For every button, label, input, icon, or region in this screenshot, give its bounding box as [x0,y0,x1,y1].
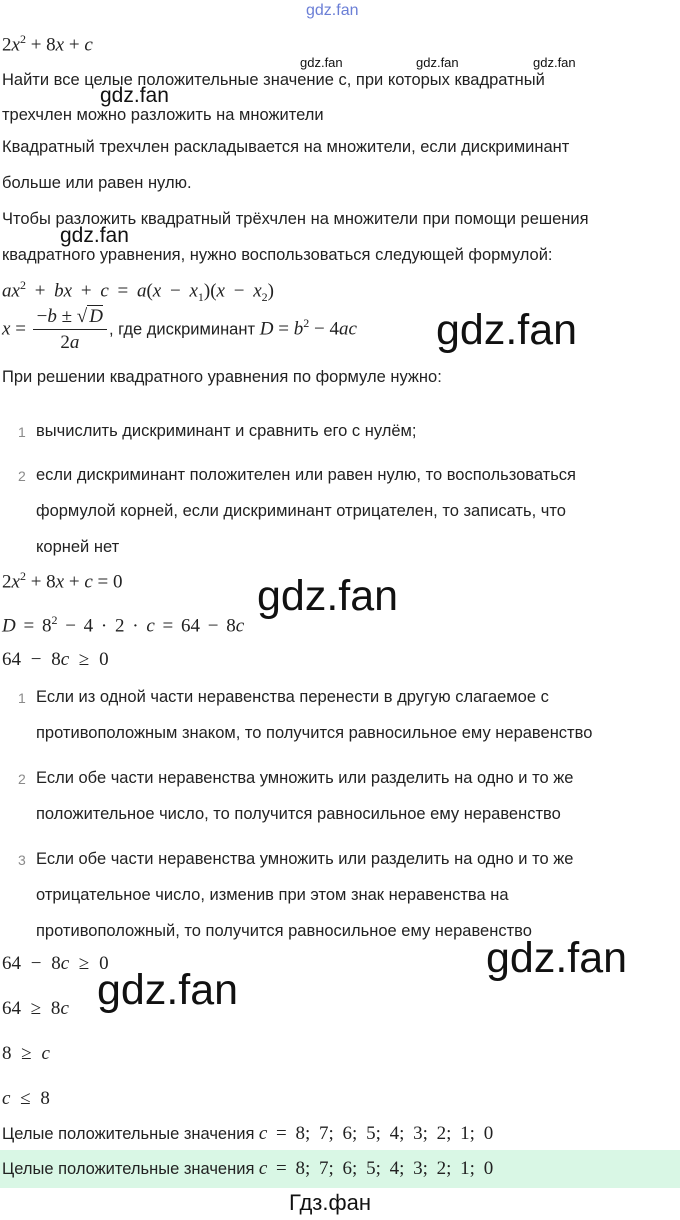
watermark-large-3: gdz.fan [486,934,628,982]
para2-line2: квадратного уравнения, нужно воспользоваться следующей формулой: [2,246,553,264]
result-value: c = 8; 7; 6; 5; 4; 3; 2; 1; 0 [258,1123,494,1144]
watermark-medium-1: gdz.fan [100,84,169,107]
watermark-medium-2: gdz.fan [60,224,129,247]
equation: $2x^2 + 8x + c = 0$ [2,569,123,593]
para2-line1: Чтобы разложить квадратный трёхчлен на множители при помощи решения [2,210,589,228]
result-line [2,1123,493,1145]
rule3-line3: противоположный, то получится равносильное ему неравенство [36,922,532,940]
discriminant: $D = 8^2 - 4 \cdot 2 \cdot c = 64 - 8c$ [2,613,245,637]
solution-line3: 8 ≥ c [2,1043,50,1064]
roots-fraction: $\frac{-b \pm √ D}{2a}$ [33,306,107,354]
rule2-number: 2 [18,771,26,787]
step1-line1: вычислить дискриминант и сравнить его с нулём; [36,422,417,440]
answer-value: c = 8; 7; 6; 5; 4; 3; 2; 1; 0 [258,1158,494,1179]
para1-line1: Квадратный трехчлен раскладывается на множители, если дискриминант [2,138,570,156]
step2-line1: если дискриминант положителен или равен нулю, то воспользоваться [36,466,576,484]
rule3-line2: отрицательное число, изменив при этом знак неравенства на [36,886,509,904]
solution-line2: 64 ≥ 8c [2,998,69,1019]
step1-number: 1 [18,424,26,440]
inequality: 64 − 8c ≥ 0 [2,649,109,670]
watermark-large-1: gdz.fan [436,306,578,354]
rule2-line2: положительное число, то получится равносильное ему неравенство [36,805,561,823]
roots-middle-text: , где дискриминант [108,320,256,339]
problem-text-line2: трехчлен можно разложить на множители [2,106,324,124]
answer-line [2,1158,493,1180]
problem-expression: $2x^2 + 8x + c$ [2,32,93,56]
rule3-number: 3 [18,852,26,868]
solution-line1: 64 − 8c ≥ 0 [2,953,109,974]
solution-line4: c ≤ 8 [2,1088,50,1109]
watermark-large-4: gdz.fan [97,966,239,1014]
watermark-small-3: gdz.fan [533,55,576,70]
rule1-number: 1 [18,690,26,706]
watermark-top: gdz.fan [306,2,359,19]
step2-line3: корней нет [36,538,120,556]
rule1-line1: Если из одной части неравенства перенести в другую слагаемое с [36,688,549,706]
watermark-footer: Гдз.фан [289,1190,371,1215]
step2-line2: формулой корней, если дискриминант отрицателен, то записать, что [36,502,566,520]
para1-line2: больше или равен нулю. [2,174,192,192]
step2-number: 2 [18,468,26,484]
watermark-small-2: gdz.fan [416,55,459,70]
answer-label: Целые положительные значения [2,1160,255,1178]
watermark-large-2: gdz.fan [257,572,399,620]
rule2-line1: Если обе части неравенства умножить или разделить на одно и то же [36,769,574,787]
formula-factor: $ax^2$ + bx + $c = a(x - x_1)(x - x_2)$ [2,278,274,305]
watermark-small-1: gdz.fan [300,55,343,70]
result-label: Целые положительные значения [2,1125,255,1143]
formula-roots: x = $\frac{-b \pm √ D}{2a}$ , где дискриминант $D = b^2 - 4ac$ [2,306,357,353]
para3: При решении квадратного уравнения по формуле нужно: [2,368,442,386]
rule3-line1: Если обе части неравенства умножить или разделить на одно и то же [36,850,574,868]
problem-text-line1: Найти все целые положительные значение c, при которых квадратный [2,71,545,89]
rule1-line2: противоположным знаком, то получится равносильное ему неравенство [36,724,593,742]
